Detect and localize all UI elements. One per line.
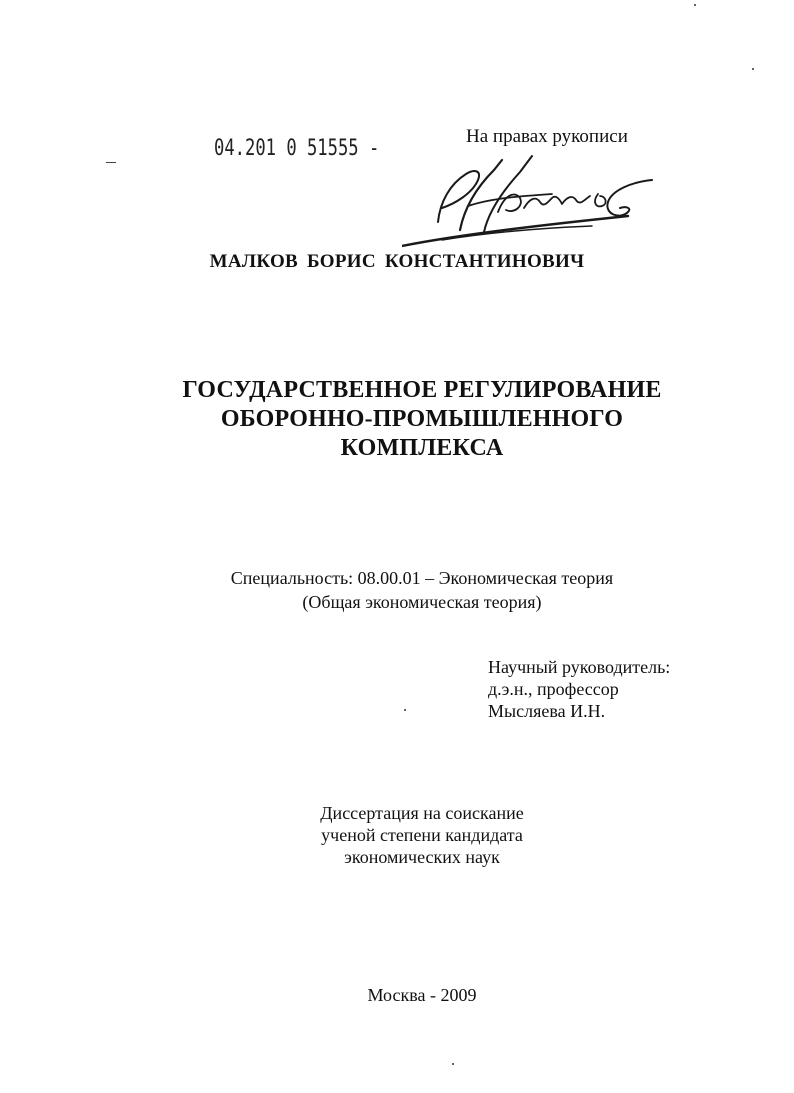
advisor-name: Мысляева И.Н. bbox=[488, 701, 606, 721]
scan-speck bbox=[694, 4, 696, 6]
archive-stamp: 04.201 0 51555 - bbox=[214, 136, 380, 161]
scan-speck bbox=[452, 1063, 454, 1065]
title-line-1: ГОСУДАРСТВЕННОЕ РЕГУЛИРОВАНИЕ bbox=[182, 377, 662, 403]
advisor-degree: д.э.н., профессор bbox=[488, 679, 619, 699]
author-name: МАЛКОВ БОРИС КОНСТАНТИНОВИЧ bbox=[209, 251, 585, 272]
degree-block bbox=[0, 802, 794, 868]
scan-speck bbox=[404, 709, 406, 711]
scan-speck bbox=[752, 68, 754, 70]
degree-line-1: Диссертация на соискание bbox=[320, 803, 524, 823]
specialty-block bbox=[0, 566, 794, 614]
advisor-label: Научный руководитель: bbox=[488, 657, 671, 677]
degree-line-2: ученой степени кандидата bbox=[321, 825, 523, 845]
manuscript-rights-note: На правах рукописи bbox=[466, 126, 628, 147]
specialty-field: (Общая экономическая теория) bbox=[302, 592, 542, 612]
title-line-2: ОБОРОННО-ПРОМЫШЛЕННОГО bbox=[220, 406, 624, 432]
scan-mark bbox=[106, 162, 116, 163]
title-line-3: КОМПЛЕКСА bbox=[340, 435, 504, 461]
signature-icon bbox=[402, 152, 664, 252]
advisor-block bbox=[488, 656, 670, 722]
dissertation-title bbox=[0, 376, 794, 463]
specialty-code: Специальность: 08.00.01 – Экономическая теория bbox=[230, 568, 614, 588]
city-year: Москва - 2009 bbox=[367, 985, 477, 1005]
degree-line-3: экономических наук bbox=[344, 847, 500, 867]
